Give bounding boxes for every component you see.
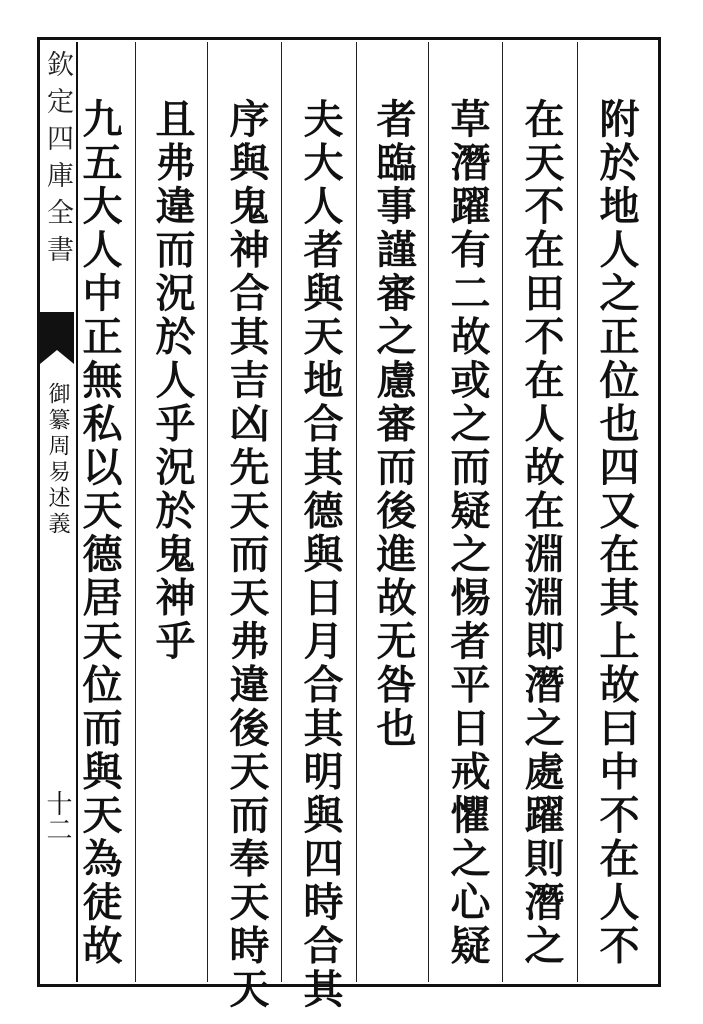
text-column-8: 九五大人中正無私以天德居天位而與天為徒故: [76, 98, 123, 968]
text-column-5: 夫大人者與天地合其德與日月合其明與四時合其: [297, 98, 344, 1012]
text-column-2: 在天不在田不在人故在淵淵即潛之處躍則潛之: [518, 98, 565, 968]
column-divider: [207, 42, 208, 982]
column-divider: [577, 42, 578, 982]
column-divider: [356, 42, 357, 982]
column-divider: [428, 42, 429, 982]
column-divider: [502, 42, 503, 982]
text-column-7: 且弗違而況於人乎況於鬼神乎: [149, 98, 196, 664]
column-divider: [135, 42, 136, 982]
text-column-3: 草潛躍有二故或之而疑之惕者平日戒懼之心疑: [444, 98, 491, 968]
text-column-6: 序與鬼神合其吉凶先天而天弗違後天而奉天時天: [223, 98, 270, 1012]
text-column-1: 附於地人之正位也四又在其上故曰中不在人不: [593, 98, 640, 968]
margin-collection-title: 欽定四庫全書: [42, 50, 73, 272]
margin-book-title: 御纂周易述義: [45, 382, 70, 538]
text-column-4: 者臨事謹審之慮審而後進故无咎也: [370, 98, 417, 751]
margin-page-number: 十二: [42, 790, 72, 842]
column-divider: [281, 42, 282, 982]
